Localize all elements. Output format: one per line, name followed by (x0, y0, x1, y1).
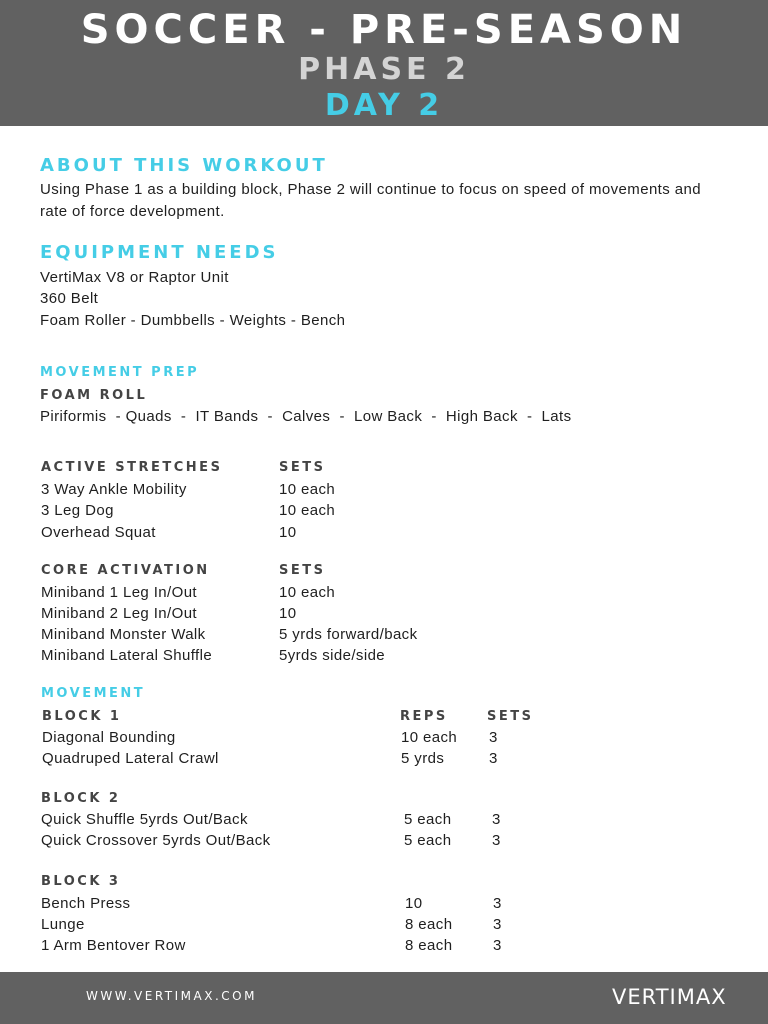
about-text-line-2: rate of force development. (40, 203, 225, 220)
foam-roll-heading: FOAM ROLL (40, 388, 148, 403)
exercise-name: Overhead Squat (41, 524, 156, 541)
exercise-name: Bench Press (41, 895, 131, 912)
exercise-sets: 3 (493, 916, 502, 933)
active-stretches-sets-header: SETS (279, 460, 326, 475)
exercise-sets: 3 (492, 811, 501, 828)
page-header (0, 0, 768, 126)
equipment-item: VertiMax V8 or Raptor Unit (40, 269, 229, 286)
exercise-name: Quick Shuffle 5yrds Out/Back (41, 811, 248, 828)
page-title: SOCCER - PRE-SEASON (80, 7, 688, 53)
exercise-name: Miniband 1 Leg In/Out (41, 584, 197, 601)
core-activation-sets-header: SETS (279, 563, 326, 578)
block-heading: BLOCK 1 (42, 709, 122, 724)
exercise-reps: 5 each (404, 811, 452, 828)
core-activation-heading: CORE ACTIVATION (41, 563, 210, 578)
exercise-name: Quadruped Lateral Crawl (42, 750, 219, 767)
exercise-name: 3 Way Ankle Mobility (41, 481, 187, 498)
exercise-name: 3 Leg Dog (41, 502, 114, 519)
block-heading: BLOCK 3 (41, 874, 121, 889)
equipment-heading: EQUIPMENT NEEDS (40, 242, 279, 263)
sets-header: SETS (487, 709, 534, 724)
website-link[interactable]: WWW.VERTIMAX.COM (86, 989, 257, 1003)
exercise-name: Miniband Monster Walk (41, 626, 206, 643)
exercise-name: Lunge (41, 916, 85, 933)
exercise-name: Miniband Lateral Shuffle (41, 647, 213, 664)
exercise-reps: 10 (405, 895, 423, 912)
exercise-sets: 10 each (279, 502, 336, 519)
reps-header: REPS (400, 709, 448, 724)
exercise-sets: 3 (492, 832, 501, 849)
exercise-sets: 10 (279, 524, 297, 541)
exercise-reps: 8 each (405, 937, 453, 954)
about-text-line-1: Using Phase 1 as a building block, Phase 2 will continue to focus on speed of movements and (40, 181, 701, 198)
day-label: DAY 2 (324, 88, 444, 123)
equipment-item: Foam Roller - Dumbbells - Weights - Bench (40, 312, 346, 329)
exercise-reps: 8 each (405, 916, 453, 933)
exercise-reps: 10 each (401, 729, 458, 746)
exercise-sets: 3 (489, 750, 498, 767)
page-footer (0, 972, 768, 1024)
exercise-sets: 5yrds side/side (279, 647, 386, 664)
exercise-name: Miniband 2 Leg In/Out (41, 605, 197, 622)
exercise-sets: 10 (279, 605, 297, 622)
exercise-name: Diagonal Bounding (42, 729, 176, 746)
exercise-sets: 3 (493, 895, 502, 912)
exercise-sets: 10 each (279, 481, 336, 498)
active-stretches-heading: ACTIVE STRETCHES (41, 460, 223, 475)
movement-prep-heading: MOVEMENT PREP (40, 365, 200, 380)
phase-label: PHASE 2 (298, 52, 470, 87)
exercise-name: 1 Arm Bentover Row (41, 937, 186, 954)
exercise-sets: 3 (493, 937, 502, 954)
exercise-sets: 10 each (279, 584, 336, 601)
exercise-reps: 5 yrds (401, 750, 445, 767)
equipment-item: 360 Belt (40, 290, 99, 307)
exercise-sets: 3 (489, 729, 498, 746)
about-heading: ABOUT THIS WORKOUT (40, 155, 328, 176)
movement-heading: MOVEMENT (41, 686, 146, 701)
vertimax-logo: VERTIMAX (612, 985, 727, 1009)
exercise-name: Quick Crossover 5yrds Out/Back (41, 832, 271, 849)
block-heading: BLOCK 2 (41, 791, 121, 806)
exercise-reps: 5 each (404, 832, 452, 849)
exercise-sets: 5 yrds forward/back (279, 626, 418, 643)
foam-roll-list: Piriformis - Quads - IT Bands - Calves - Low Back - High Back - Lats (40, 408, 572, 425)
